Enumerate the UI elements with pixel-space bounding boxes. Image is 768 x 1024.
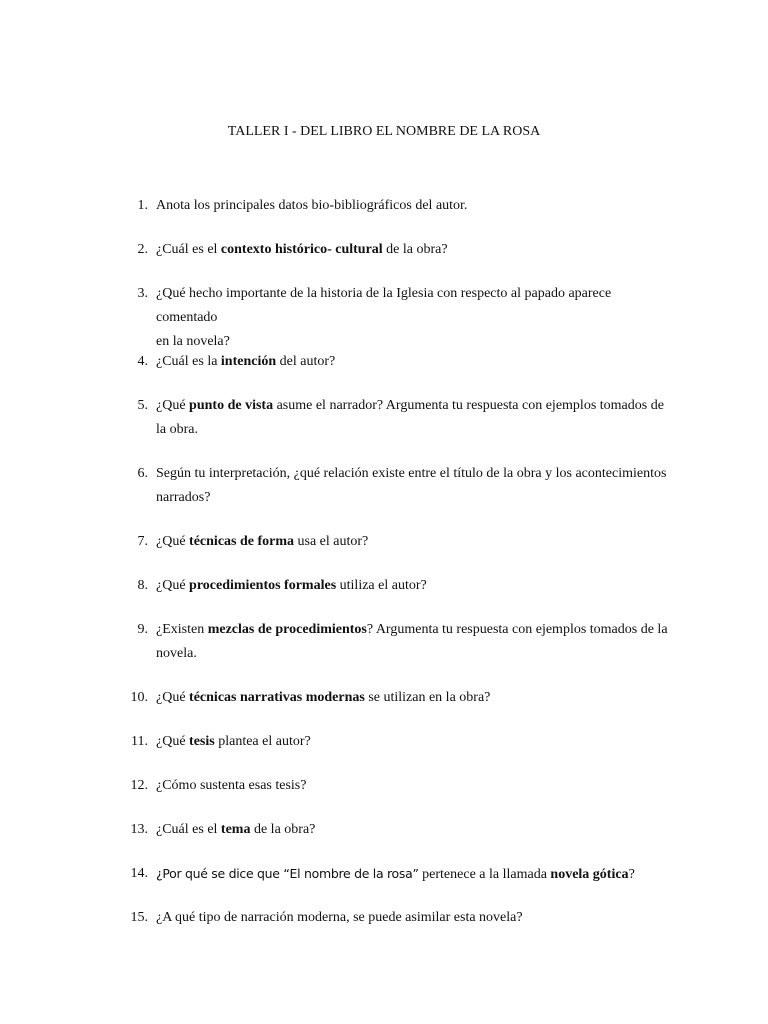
question-text-segment: ¿Cuál es la xyxy=(156,354,221,369)
question-text xyxy=(156,686,676,710)
question-number: 2. xyxy=(137,242,148,257)
document-title: TALLER I - DEL LIBRO EL NOMBRE DE LA ROSA xyxy=(227,124,541,139)
question-text-line: Según tu interpretación, ¿qué relación existe entre el título de la obra y los acontecimientos xyxy=(156,466,667,481)
question-text xyxy=(156,462,676,510)
question-number: 4. xyxy=(137,354,148,369)
question-number: 12. xyxy=(130,778,148,793)
question-text xyxy=(156,530,676,554)
question-text-segment: se utilizan en la obra? xyxy=(364,690,491,705)
question-keyword: tema xyxy=(220,822,251,837)
question-text-segment: ¿Cómo sustenta esas tesis? xyxy=(156,778,307,793)
question-number: 13. xyxy=(130,822,148,837)
question-text xyxy=(156,350,676,374)
question-keyword: procedimientos formales xyxy=(189,578,337,593)
question-number: 11. xyxy=(131,734,148,749)
question-text-segment: del autor? xyxy=(276,354,336,369)
question-text-segment: ¿Qué xyxy=(156,690,190,705)
question-number: 6. xyxy=(137,466,148,481)
question-text xyxy=(156,574,676,598)
question-keyword: tesis xyxy=(189,734,215,749)
question-text-segment: ¿Qué xyxy=(156,398,190,413)
question-number: 1. xyxy=(137,198,148,213)
question-keyword: punto de vista xyxy=(189,398,274,413)
question-number: 7. xyxy=(137,534,148,549)
question-text-segment: ¿Qué xyxy=(156,734,190,749)
question-number: 14. xyxy=(130,866,148,881)
question-text-segment: Anota los principales datos bio-bibliográficos del autor. xyxy=(156,198,468,213)
question-keyword: mezclas de procedimientos xyxy=(207,622,367,637)
question-text-segment: asume el narrador? Argumenta tu respuesta con ejemplos tomados de xyxy=(273,398,664,413)
question-number: 9. xyxy=(137,622,148,637)
question-number: 15. xyxy=(130,910,148,925)
question-text-segment: ¿A qué tipo de narración moderna, se puede asimilar esta novela? xyxy=(156,910,523,925)
question-text-segment: ¿Qué xyxy=(156,534,190,549)
question-text xyxy=(156,862,676,887)
question-text-segment: plantea el autor? xyxy=(214,734,311,749)
question-text-line: en la novela? xyxy=(156,334,230,349)
question-keyword: novela gótica xyxy=(550,867,629,882)
question-text-segment: de la obra? xyxy=(250,822,316,837)
question-keyword: técnicas narrativas modernas xyxy=(189,690,365,705)
question-text-segment: utiliza el autor? xyxy=(336,578,427,593)
question-number: 10. xyxy=(130,690,148,705)
question-keyword: contexto histórico- cultural xyxy=(220,242,383,257)
question-text xyxy=(156,730,676,754)
question-text-segment: ¿Por qué se dice que “El nombre de la rosa” xyxy=(156,866,419,881)
question-text xyxy=(156,282,676,354)
question-number: 8. xyxy=(137,578,148,593)
question-text-line: novela. xyxy=(156,646,197,661)
question-text-segment: pertenece a la llamada xyxy=(418,867,551,882)
question-text xyxy=(156,618,676,666)
question-text-segment: ¿Qué xyxy=(156,578,190,593)
question-keyword: técnicas de forma xyxy=(189,534,295,549)
question-text-segment: de la obra? xyxy=(382,242,448,257)
question-text-segment: ¿Existen xyxy=(156,622,208,637)
question-text xyxy=(156,394,676,442)
question-number: 5. xyxy=(137,398,148,413)
question-text-line: narrados? xyxy=(156,490,211,505)
question-text-segment: ? Argumenta tu respuesta con ejemplos tomados de la xyxy=(366,622,668,637)
question-text-segment: ? xyxy=(628,867,635,882)
question-text-segment: ¿Cuál es el xyxy=(156,822,221,837)
question-text-line: ¿Qué hecho importante de la historia de la Iglesia con respecto al papado aparece comentado xyxy=(156,286,612,325)
question-text-line: la obra. xyxy=(156,422,198,437)
question-keyword: intención xyxy=(220,354,277,369)
question-text xyxy=(156,194,676,218)
question-text xyxy=(156,906,676,930)
question-number: 3. xyxy=(137,286,148,301)
question-text-segment: usa el autor? xyxy=(294,534,369,549)
question-text xyxy=(156,238,676,262)
question-text-segment: ¿Cuál es el xyxy=(156,242,221,257)
question-text xyxy=(156,818,676,842)
question-text xyxy=(156,774,676,798)
